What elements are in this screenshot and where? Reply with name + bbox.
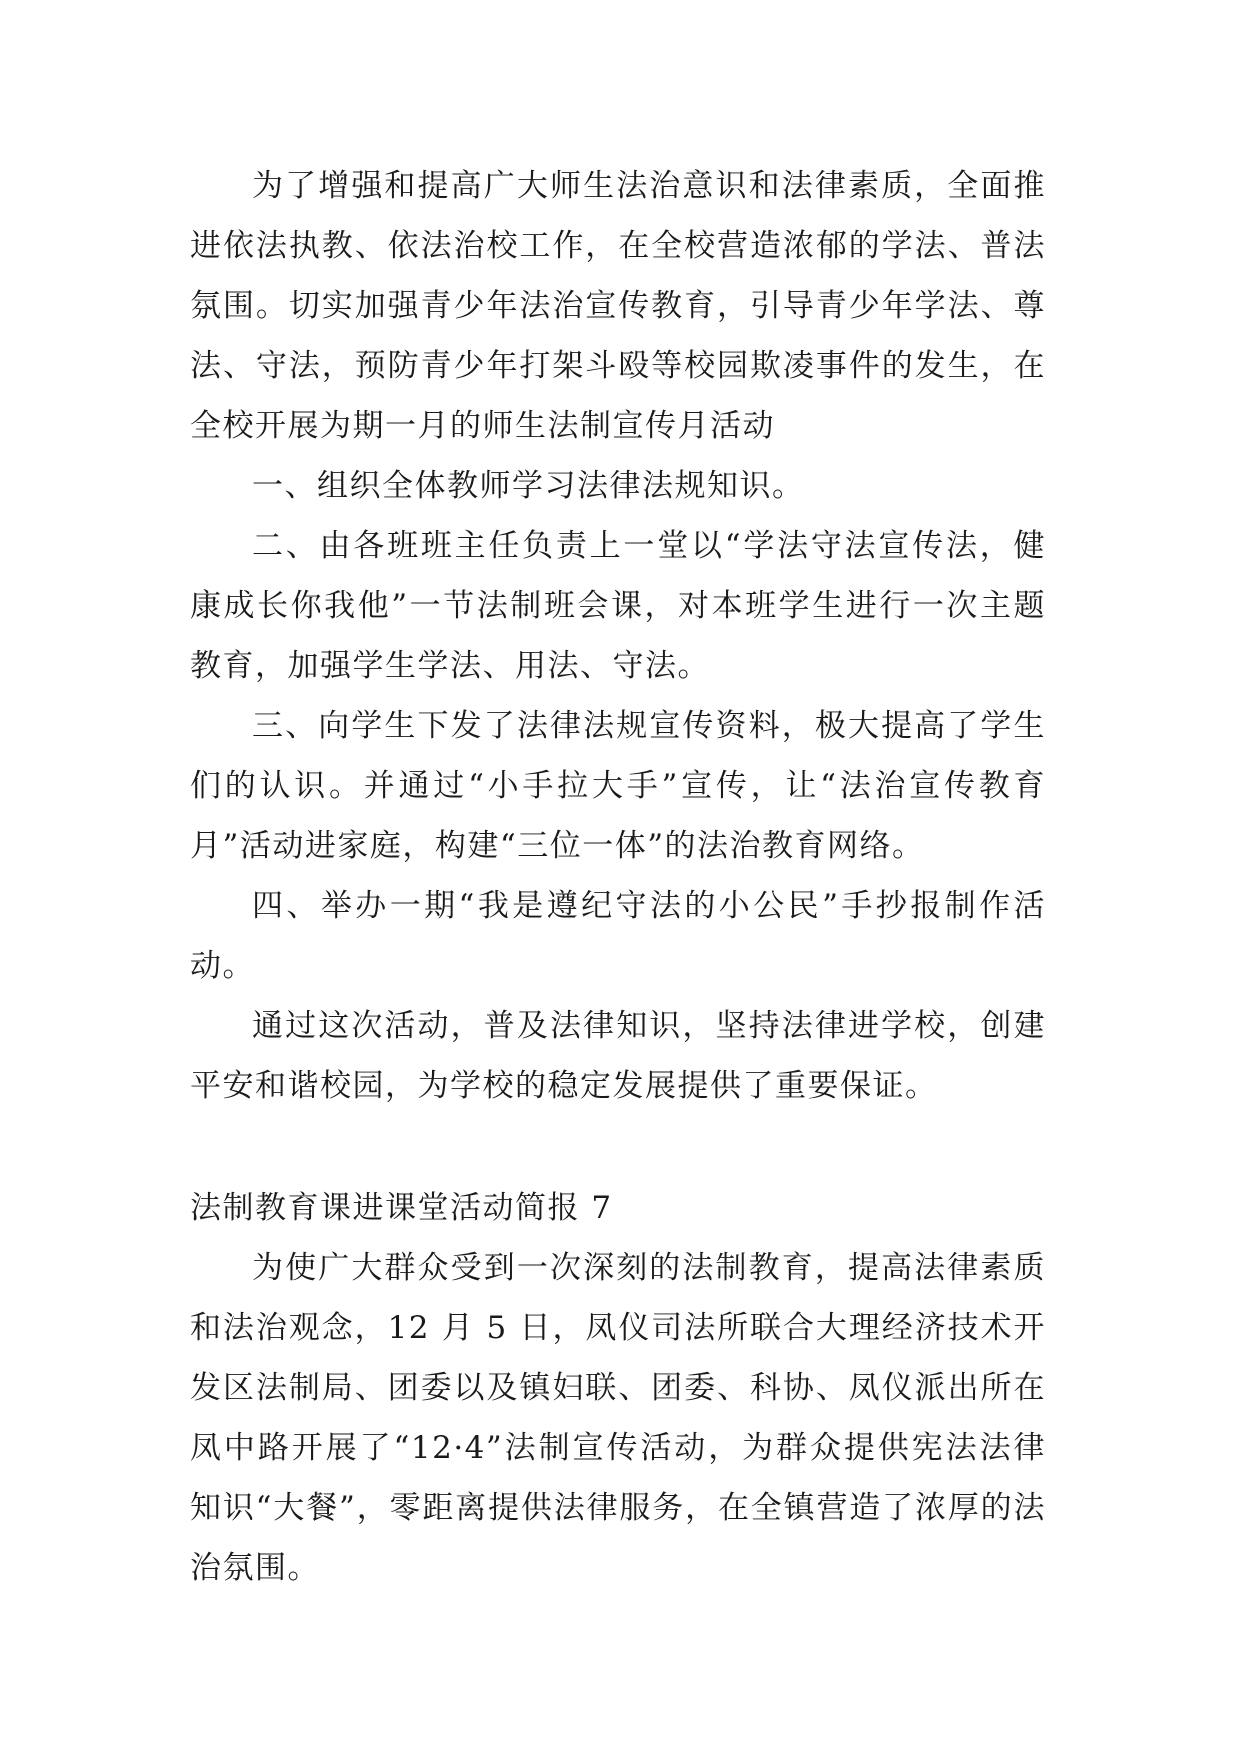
body-paragraph: 为使广大群众受到一次深刻的法制教育，提高法律素质和法治观念，12 月 5 日，凤仪司法所联合大理经济技术开发区法制局、团委以及镇妇联、团委、科协、凤仪派出所在凤中路开展了“12·4”法制宣传活动，为群众提供宪法法律知识“大餐”，零距离提供法律服务，在全镇营造了浓厚的法治氛围。 xyxy=(190,1250,1046,1586)
body-paragraph: 通过这次活动，普及法律知识，坚持法律进学校，创建平安和谐校园，为学校的稳定发展提供了重要保证。 xyxy=(190,1008,1046,1104)
section-heading: 法制教育课进课堂活动简报 7 xyxy=(190,1190,613,1226)
body-paragraph: 四、举办一期“我是遵纪守法的小公民”手抄报制作活动。 xyxy=(190,888,1046,984)
body-paragraph: 为了增强和提高广大师生法治意识和法律素质，全面推进依法执教、依法治校工作，在全校营造浓郁的学法、普法氛围。切实加强青少年法治宣传教育，引导青少年学法、尊法、守法，预防青少年打架斗殴等校园欺凌事件的发生，在全校开展为期一月的师生法制宣传月活动 xyxy=(190,168,1046,444)
document-section-b xyxy=(190,1178,1046,1598)
document-section-a xyxy=(190,156,1046,1116)
body-paragraph: 一、组织全体教师学习法律法规知识。 xyxy=(252,468,805,504)
body-paragraph: 二、由各班班主任负责上一堂以“学法守法宣传法，健康成长你我他”一节法制班会课，对本班学生进行一次主题教育，加强学生学法、用法、守法。 xyxy=(190,528,1046,684)
body-paragraph: 三、向学生下发了法律法规宣传资料，极大提高了学生们的认识。并通过“小手拉大手”宣传，让“法治宣传教育月”活动进家庭，构建“三位一体”的法治教育网络。 xyxy=(190,708,1046,864)
